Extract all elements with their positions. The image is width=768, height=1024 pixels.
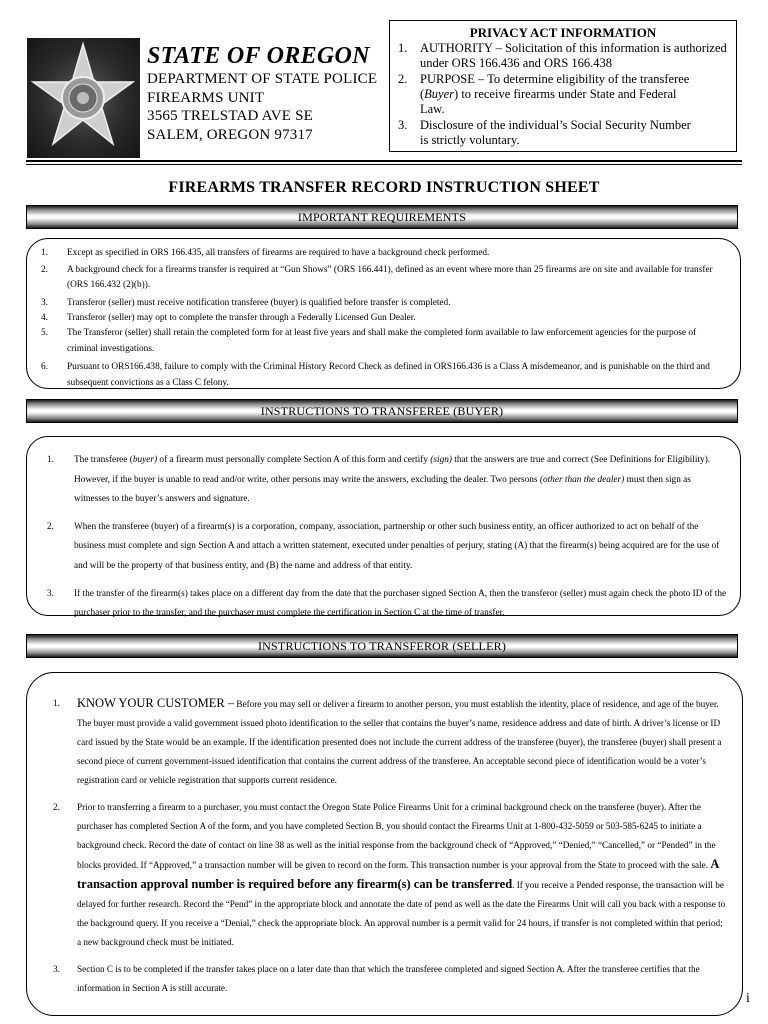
privacy-title: PRIVACY ACT INFORMATION bbox=[469, 25, 657, 40]
list-item: 6. Pursuant to ORS166.438, failure to comply with the Criminal History Record Check as defined in ORS166.436 is a Class A misdemeanor, and is punishable on the third and subsequent convictions as a Class C felony. bbox=[41, 362, 710, 388]
seller-instructions-header: INSTRUCTIONS TO TRANSFEROR (SELLER) bbox=[26, 634, 738, 658]
privacy-list bbox=[398, 41, 728, 148]
buyer-instructions-list bbox=[47, 451, 728, 624]
seller-instructions-box bbox=[26, 672, 743, 1016]
privacy-act-box bbox=[389, 20, 737, 152]
list-item: 1. KNOW YOUR CUSTOMER – Before you may sell or deliver a firearm to another person, you must establish the identity, place of residence, and age of the buyer. The buyer must provide a valid government issued photo identification to the seller that contains the buyer’s name, residence address and date of birth. A driver’s license or ID card issued by the State would be an example. If the identification presented does not include the current address of the transferee (buyer), the transferee (buyer) shall present a second piece of current government-issued identification that contains the current address of the transferee. An acceptable second piece of identification would be a voter’s registration card or vehicle registration that supports current residence. bbox=[53, 696, 722, 785]
list-item: 3. If the transfer of the firearm(s) takes place on a different day from the date that the purchaser signed Section A, then the transferor (seller) must again check the photo ID of the purchaser prior to the transfer, and the purchaser must complete the certification in Section C at the time of transfer. bbox=[47, 588, 727, 619]
requirements-box bbox=[26, 238, 741, 389]
buyer-instructions-header: INSTRUCTIONS TO TRANSFEREE (BUYER) bbox=[26, 399, 738, 423]
buyer-instructions-box bbox=[26, 436, 741, 619]
privacy-item: 1. AUTHORITY – Solicitation of this information is authorized under ORS 166.436 and ORS 166.438 bbox=[398, 41, 727, 70]
list-item: 3. Transferor (seller) must receive notification transferee (buyer) is qualified before transfer is completed. bbox=[41, 297, 451, 308]
list-item: 3. Section C is to be completed if the transfer takes place on a later date than that which the transferee completed and signed Section A. After the transferee certifies that the information in Section A is still accurate. bbox=[53, 964, 700, 993]
list-item: 4. Transferor (seller) may opt to complete the transfer through a Federally Licensed Gun Dealer. bbox=[41, 313, 416, 323]
agency-address-block bbox=[147, 42, 387, 144]
unit-name: FIREARMS UNIT bbox=[147, 89, 265, 106]
list-item: 1. The transferee (buyer) of a firearm must personally complete Section A of this form and certify (sign) that the answers are true and correct (See Definitions for Eligibility). However, if the buyer is unable to read and/or write, other persons may write the answers, excluding the dealer. Two persons (other than the dealer) must then sign as witnesses to the buyer’s answers and signature. bbox=[47, 455, 711, 505]
header-divider bbox=[26, 164, 742, 165]
important-requirements-header: IMPORTANT REQUIREMENTS bbox=[26, 205, 738, 229]
list-item: 5. The Transferor (seller) shall retain the completed form for at least five years and shall make the completed form available to law enforcement agencies for the purpose of criminal investigations. bbox=[41, 328, 697, 354]
department-name: DEPARTMENT OF STATE POLICE bbox=[147, 71, 378, 87]
header-divider bbox=[26, 160, 742, 162]
street-address: 3565 TRELSTAD AVE SE bbox=[147, 108, 314, 124]
state-name: STATE OF OREGON bbox=[147, 43, 370, 69]
star-badge-icon bbox=[27, 38, 140, 158]
list-item: 2. A background check for a firearms transfer is required at “Gun Shows” (ORS 166.441), defined as an event where more than 25 firearms are on site and available for transfer (ORS 166.432 (2)(b)). bbox=[41, 265, 713, 290]
seller-instructions-list bbox=[53, 694, 728, 998]
list-item: 2. Prior to transferring a firearm to a purchaser, you must contact the Oregon State Police Firearms Unit for a criminal background check on the transferee (buyer). After the purchaser has completed Section A of the form, and you have completed Section B, you should contact the Firearms Unit at 1-800-432-5059 or 503-585-6245 to initiate a background check. Record the date of contact on line 38 as well as the initial response from the background check of “Approved,” “Denied,” “Cancelled,” or “Pended” in the blocks provided. If “Approved,” a transaction number will be given to record on the form. This transaction number is your approval from the State to proceed with the sale. A transaction approval number is required before any firearm(s) can be transferred. If you receive a Pended response, the transaction will be delayed for further research. Record the “Pend” in the appropriate block and annotate the date of pend as well as the date the Firearms Unit will call you back with a response to the background query. If you receive a “Denial,” check the appropriate block. An approval number is a permit valid for 24 hours, if transfer is not completed within that period; a new background check must be initiated. bbox=[53, 802, 726, 947]
city-state-zip: SALEM, OREGON 97317 bbox=[147, 126, 313, 143]
requirements-list bbox=[41, 246, 728, 391]
privacy-item: 3. Disclosure of the individual’s Social Security Number is strictly voluntary. bbox=[398, 118, 691, 147]
privacy-item: 2. PURPOSE – To determine eligibility of the transferee (Buyer) to receive firearms under State and Federal Law. bbox=[398, 72, 690, 116]
page-number: i bbox=[746, 991, 750, 1006]
state-police-seal bbox=[27, 38, 140, 158]
list-item: 1. Except as specified in ORS 166.435, all transfers of firearms are required to have a background check performed. bbox=[41, 248, 490, 258]
document-title: FIREARMS TRANSFER RECORD INSTRUCTION SHEET bbox=[168, 179, 600, 196]
list-item: 2. When the transferee (buyer) of a firearm(s) is a corporation, company, association, partnership or other such business entity, an officer authorized to act on behalf of the business must complete and sign Section A and attach a written statement, executed under penalties of perjury, stating (A) that the firearm(s) being acquired are for the use of and will be the property of that business entity, and (B) the name and address of that entity. bbox=[47, 521, 720, 571]
